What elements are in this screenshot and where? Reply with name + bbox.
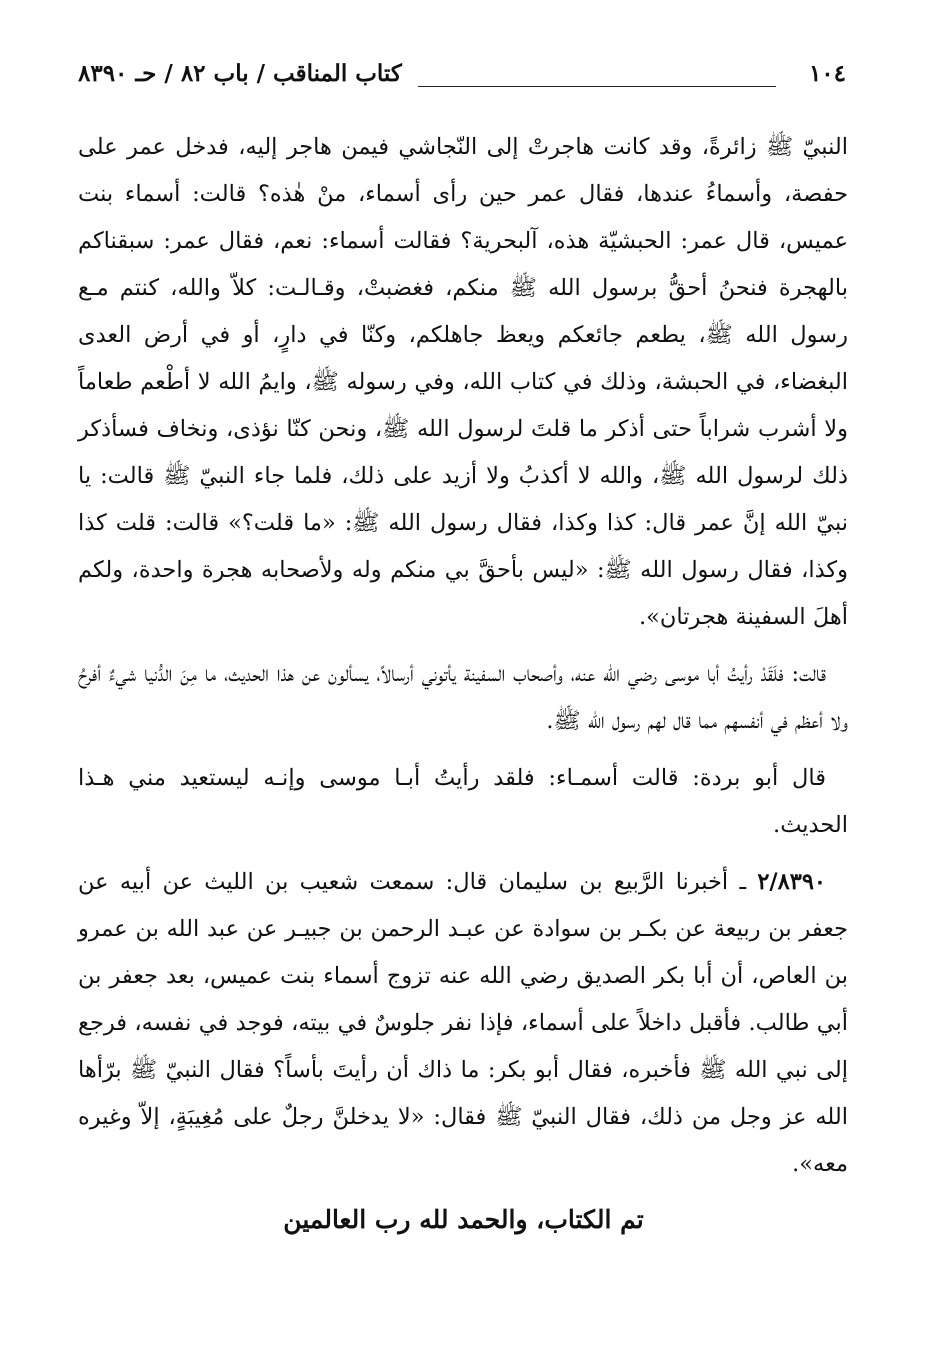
page-number: ١٠٤ xyxy=(808,60,846,87)
paragraph: النبيّ ﷺ زائرةً، وقد كانت هاجرتْ إلى النّجاشي فيمن هاجر إليه، فدخل عمر على حفصة، وأسماءُ عندها، فقال عمر حين رأى أسماء، منْ هٰذه؟ قالت: أسماء بنت عميس، قال عمر: الحبشيّة هذه، آلبحرية؟ فقالت أسماء: نعم، فقال عمر: سبقناكم بالهجرة فنحنُ أحقُّ برسول الله ﷺ منكم، فغضبتْ، وقـالـت: كلاّ والله، كنتم مـع رسول الله ﷺ، يطعم جائعكم ويعظ جاهلكم، وكنّا في دارٍ، أو في أرض العدى البغضاء، في الحبشة، وذلك في كتاب الله، وفي رسوله ﷺ، وايمُ الله لا أطْعم طعاماً ولا أشرب شراباً حتى أذكر ما قلتَ لرسول الله ﷺ، ونحن كنّا نؤذى، ونخاف فسأذكر ذلك لرسول الله ﷺ، والله لا أكذبُ ولا أزيد على ذلك، فلما جاء النبيّ ﷺ قالت: يا نبيّ الله إنَّ عمر قال: كذا وكذا، فقال رسول الله ﷺ: «ما قلت؟» قالت: قلت كذا وكذا، فقال رسول الله ﷺ: «ليس بأحقَّ بي منكم وله ولأصحابه هجرة واحدة، ولكم أهلَ السفينة هجرتان». xyxy=(78,134,848,630)
closing-line: تم الكتاب، والحمد لله رب العالمين xyxy=(283,1205,644,1234)
paragraph: قال أبو بردة: قالت أسمـاء: فلقد رأيتُ أبـا موسى وإنـه ليستعيد مني هـذا الحديث. xyxy=(78,765,848,838)
page-header xyxy=(78,60,846,100)
hadith-number: ٢/٨٣٩٠ xyxy=(757,869,826,895)
paragraph: قالت: فلَقَدْ رأيتُ أبا موسى رضي الله عنه، وأصحاب السفينة يأتوني أرسالاً، يسألون عن هذا الحديث، ما مِنَ الدُّنيا شيءٌ أفرحُ ولا أعظم في أنفسهم مما قال لهم رسول الله ﷺ. xyxy=(78,661,848,734)
hadith-paragraph xyxy=(78,859,848,1188)
hadith-text: ـ أخبرنا الرَّبيع بن سليمان قال: سمعت شعيب بن الليث عن أبيه عن جعفر بن ربيعة عن بكـر بن سوادة عن عبـد الرحمن بن جبيـر عن عبد الله بن عمرو بن العاص، أن أبا بكر الصديق رضي الله عنه تزوج أسماء بنت عميس، بعد جعفر بن أبي طالب. فأقبل داخلاً على أسماء، فإذا نفر جلوسٌ في بيته، فوجد في نفسه، فرجع إلى نبي الله ﷺ فأخبره، فقال أبو بكر: ما ذاك أن رأيتَ بأساً؟ فقال النبيّ ﷺ برّأها الله عز وجل من ذلك، فقال النبيّ ﷺ فقال: «لا يدخلنَّ رجلٌ على مُغِيبَةٍ، إلاّ وغيره معه». xyxy=(78,869,848,1177)
running-title: كتاب المناقب / باب ٨٢ / حـ ٨٣٩٠ xyxy=(78,60,402,87)
page-body xyxy=(78,124,848,1198)
